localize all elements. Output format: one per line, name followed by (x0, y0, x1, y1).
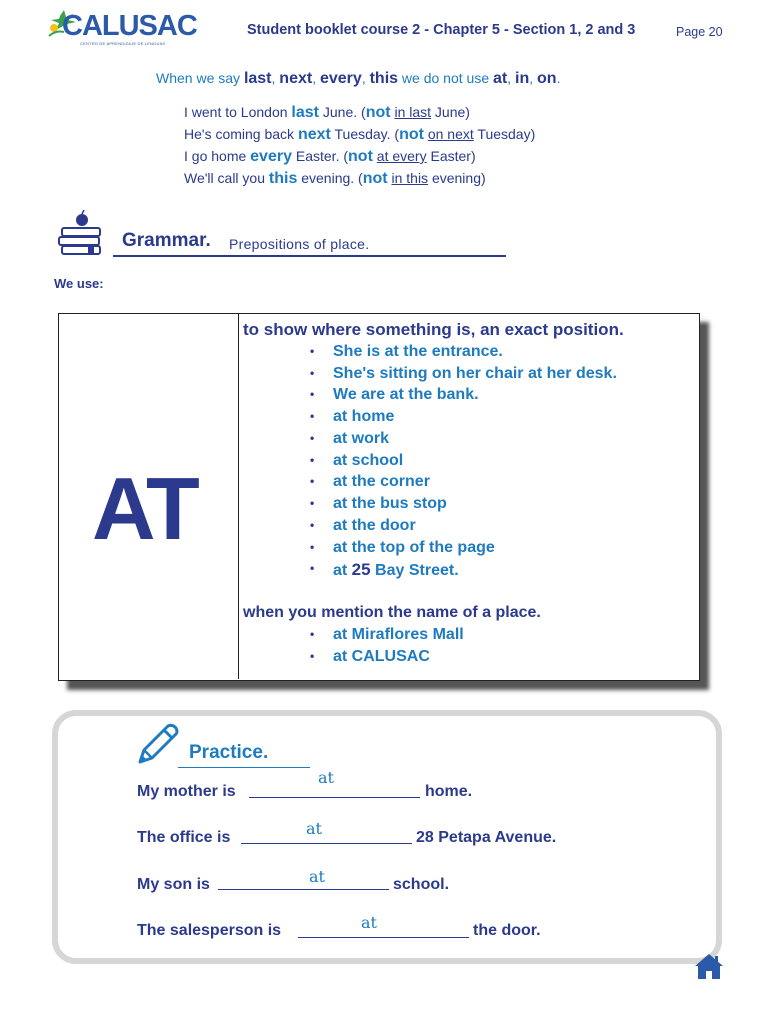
pencil-icon (134, 722, 180, 768)
books-apple-icon (56, 210, 106, 258)
kw-every: every (319, 70, 362, 87)
bullet-item: • at the bus stop (311, 495, 447, 513)
bullet-item: • at the corner (311, 473, 430, 491)
practice-suffix: the door. (473, 922, 541, 939)
practice-suffix: 28 Petapa Avenue. (416, 829, 557, 846)
answer-blank[interactable] (241, 843, 412, 844)
bullet-item: • at Miraflores Mall (311, 626, 464, 644)
kw-this: this (369, 70, 399, 87)
answer-blank[interactable] (298, 937, 469, 938)
kw-next: next (279, 70, 313, 87)
bullet-item: • We are at the bank. (311, 386, 479, 404)
bullet-item: • at home (311, 408, 394, 426)
table-divider (238, 313, 239, 679)
definition-2: when you mention the name of a place. (243, 604, 541, 621)
bullet-item: • at work (311, 430, 389, 448)
grammar-subtitle: Prepositions of place. (229, 236, 370, 252)
bullet-item: • She's sitting on her chair at her desk. (311, 365, 617, 383)
bullet-item: • She is at the entrance. (311, 343, 503, 361)
grammar-title: Grammar. (122, 230, 211, 251)
practice-underline (178, 767, 310, 768)
example-sentence: I go home every Easter. (not at every Easter) (184, 148, 476, 165)
answer-text[interactable]: at (309, 867, 325, 886)
kw-on: on (537, 70, 557, 87)
we-use-label: We use: (54, 276, 104, 291)
answer-text[interactable]: at (306, 819, 322, 838)
bullet-item: • at school (311, 452, 403, 470)
answer-text[interactable]: at (361, 913, 377, 932)
practice-prompt: My son is (137, 876, 210, 893)
practice-prompt: The salesperson is (137, 922, 282, 939)
preposition-label: AT (92, 459, 197, 558)
kw-at: at (493, 70, 508, 87)
kw-in: in (515, 70, 530, 87)
example-sentence: I went to London last June. (not in last June) (184, 104, 470, 121)
practice-suffix: school. (393, 876, 450, 893)
practice-title: Practice. (189, 742, 269, 763)
bullet-item: • at the top of the page (311, 539, 495, 557)
bullet-item: • at the door (311, 517, 416, 535)
page-title: Student booklet course 2 - Chapter 5 - Section 1, 2 and 3 (247, 22, 636, 38)
grammar-underline (113, 255, 506, 257)
practice-prompt: The office is (137, 829, 231, 846)
answer-blank[interactable] (218, 889, 389, 890)
practice-prompt: My mother is (137, 783, 236, 800)
intro-sentence: When we say last, next, every, this we do not use at, in, on. (156, 70, 561, 87)
logo-subtext: CENTRO DE APRENDIZAJE DE LENGUAS (80, 41, 166, 46)
logo-text: CALUSAC (62, 10, 197, 42)
practice-suffix: home. (425, 783, 473, 800)
definition-1: to show where something is, an exact position. (243, 320, 624, 339)
answer-blank[interactable] (249, 797, 420, 798)
bullet-item: • at CALUSAC (311, 648, 430, 666)
page-number: Page 20 (676, 25, 723, 39)
example-sentence: We'll call you this evening. (not in this evening) (184, 170, 486, 187)
bullet-item-address: • at 25 Bay Street. (311, 560, 459, 580)
answer-text[interactable]: at (318, 768, 334, 787)
example-sentence: He's coming back next Tuesday. (not on next Tuesday) (184, 126, 536, 143)
home-icon[interactable] (694, 952, 724, 980)
kw-last: last (243, 70, 272, 87)
